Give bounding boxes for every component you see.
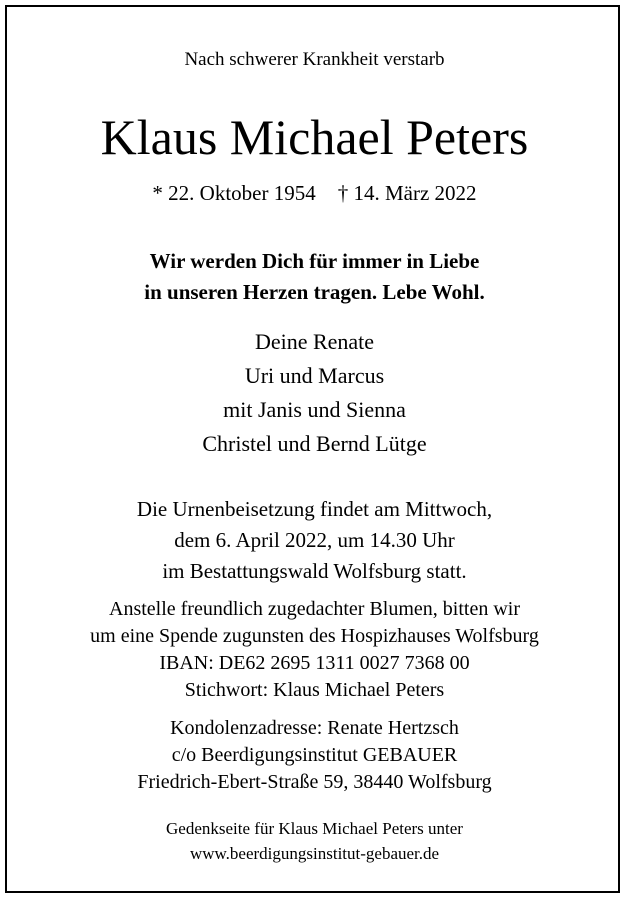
family-line-4: Christel und Bernd Lütge xyxy=(202,431,427,456)
condolence-line-3: Friedrich-Ebert-Straße 59, 38440 Wolfsburg xyxy=(137,771,492,793)
donation-line-1: Anstelle freundlich zugedachter Blumen, bitten wir xyxy=(109,598,520,620)
donation-keyword: Stichwort: Klaus Michael Peters xyxy=(184,679,445,701)
death-date: † 14. März 2022 xyxy=(337,181,477,205)
condolence-line-2: c/o Beerdigungsinstitut GEBAUER xyxy=(171,744,458,766)
memorial-line-1: Gedenkseite für Klaus Michael Peters unter xyxy=(166,819,463,838)
condolence-line-1: Kondolenzadresse: Renate Hertzsch xyxy=(170,717,459,739)
deceased-name: Klaus Michael Peters xyxy=(100,109,529,165)
intro-text: Nach schwerer Krankheit verstarb xyxy=(184,49,445,70)
funeral-line-2: dem 6. April 2022, um 14.30 Uhr xyxy=(174,528,455,552)
motto-line-1: Wir werden Dich für immer in Liebe xyxy=(149,249,480,273)
donation-line-2: um eine Spende zugunsten des Hospizhauses Wolfsburg xyxy=(90,625,539,647)
donation-iban: IBAN: DE62 2695 1311 0027 7368 00 xyxy=(159,652,470,674)
motto-line-2: in unseren Herzen tragen. Lebe Wohl. xyxy=(144,280,485,304)
memorial-url: www.beerdigungsinstitut-gebauer.de xyxy=(189,844,440,863)
funeral-line-1: Die Urnenbeisetzung findet am Mittwoch, xyxy=(136,497,493,521)
life-dates xyxy=(0,183,629,204)
family-line-3: mit Janis und Sienna xyxy=(223,397,406,422)
funeral-line-3: im Bestattungswald Wolfsburg statt. xyxy=(162,559,467,583)
birth-date: * 22. Oktober 1954 xyxy=(152,181,316,205)
family-line-2: Uri und Marcus xyxy=(244,363,385,388)
family-line-1: Deine Renate xyxy=(254,329,375,354)
